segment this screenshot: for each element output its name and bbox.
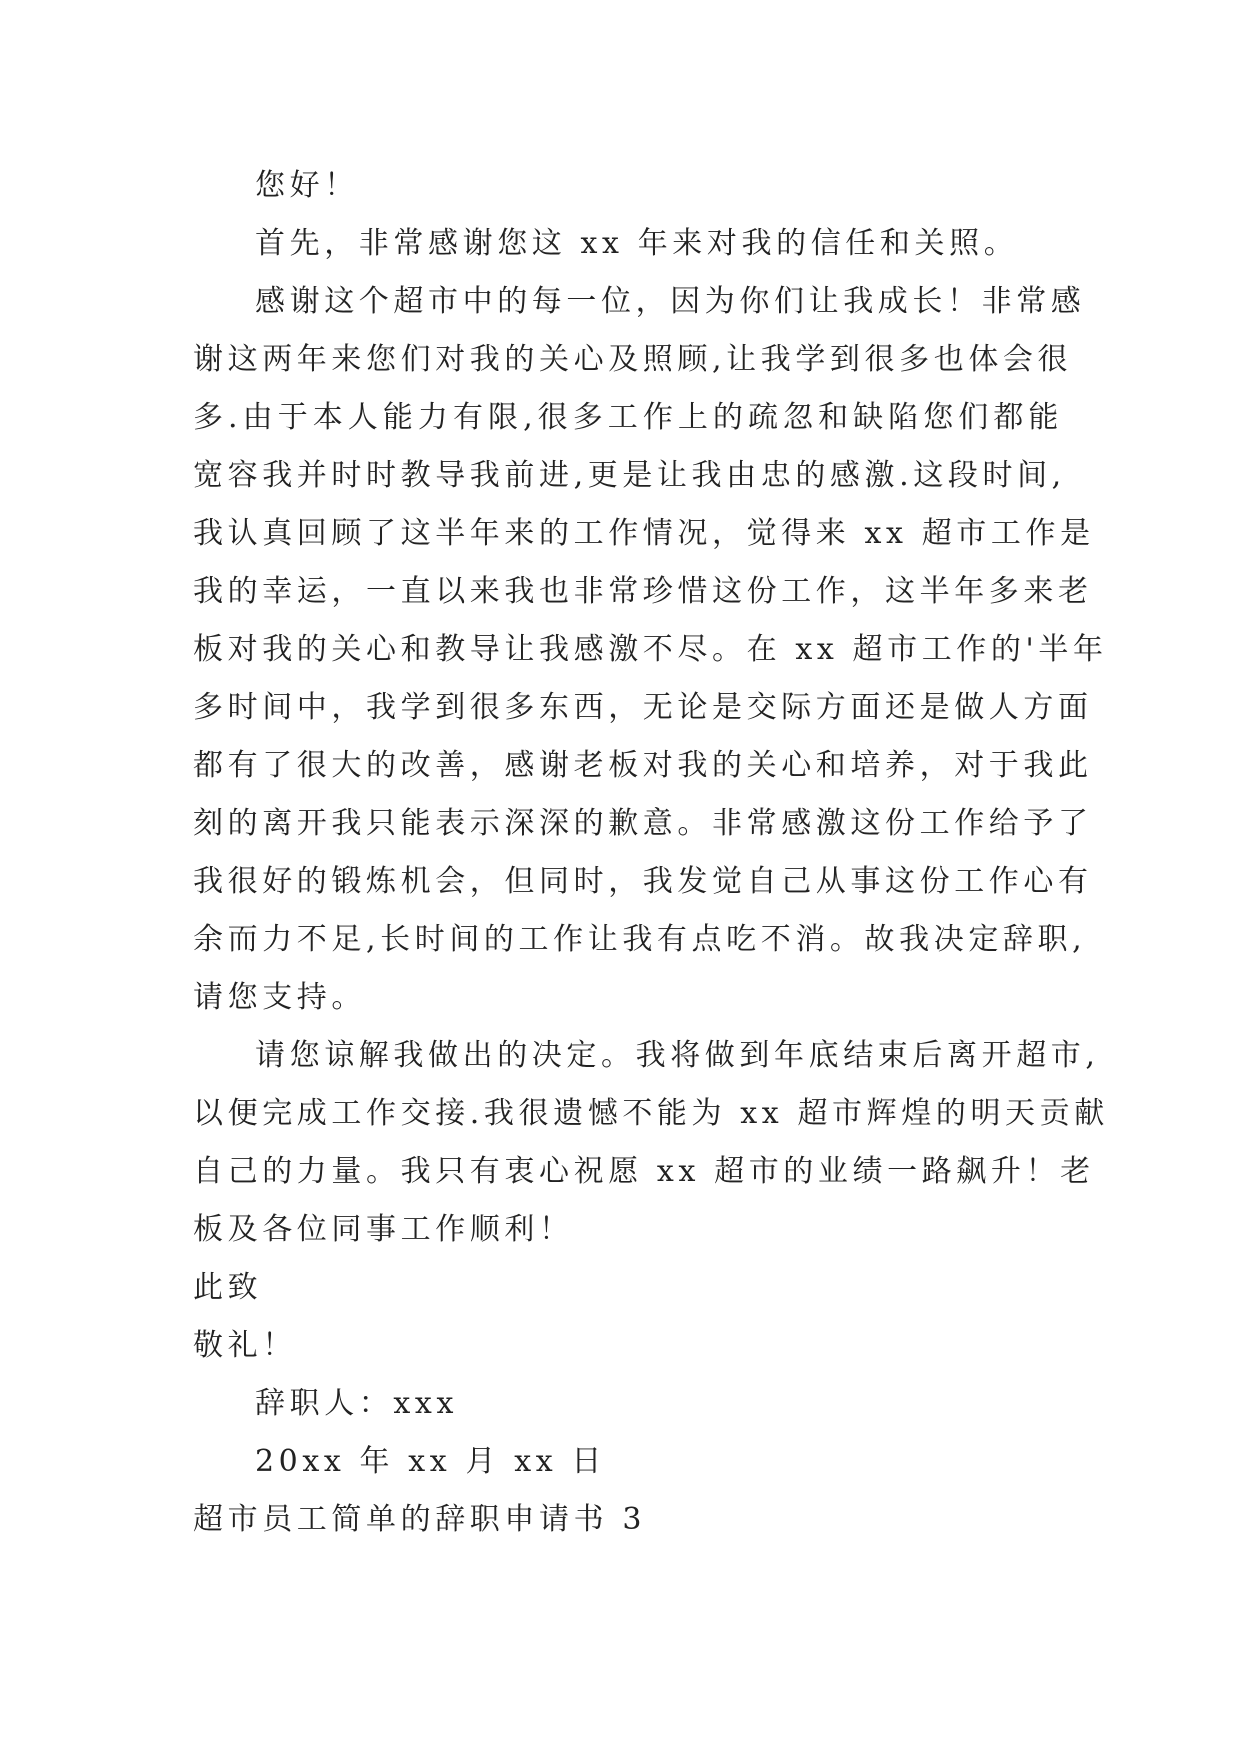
next-section-heading: 超市员工简单的辞职申请书 3 [193, 1502, 647, 1537]
paragraph1-line: 都有了很大的改善，感谢老板对我的关心和培养，对于我此 [193, 748, 1093, 783]
greeting: 您好！ [255, 168, 359, 203]
paragraph1-line: 板对我的关心和教导让我感激不尽。在 xx 超市工作的'半年 [193, 632, 1108, 667]
paragraph1-line: 谢这两年来您们对我的关心及照顾,让我学到很多也体会很 [193, 342, 1073, 377]
paragraph1-line: 多时间中，我学到很多东西，无论是交际方面还是做人方面 [193, 690, 1093, 725]
letter-body [193, 157, 1109, 1549]
paragraph1-line: 刻的离开我只能表示深深的歉意。非常感激这份工作给予了 [193, 806, 1093, 841]
paragraph1-line: 我很好的锻炼机会，但同时，我发觉自己从事这份工作心有 [193, 864, 1093, 899]
paragraph1-line: 请您支持。 [193, 980, 366, 1015]
paragraph2-line: 板及各位同事工作顺利！ [193, 1212, 574, 1247]
date: 20xx 年 xx 月 xx 日 [255, 1444, 606, 1479]
thanks-line: 首先，非常感谢您这 xx 年来对我的信任和关照。 [255, 226, 1019, 261]
paragraph2-line: 自己的力量。我只有衷心祝愿 xx 超市的业绩一路飙升！老 [193, 1154, 1095, 1189]
paragraph2-line: 以便完成工作交接.我很遗憾不能为 xx 超市辉煌的明天贡献 [193, 1096, 1109, 1131]
paragraph1-line: 我的幸运，一直以来我也非常珍惜这份工作，这半年多来老 [193, 574, 1093, 609]
paragraph1-line: 多.由于本人能力有限,很多工作上的疏忽和缺陷您们都能 [193, 400, 1063, 435]
signer: 辞职人：xxx [255, 1386, 458, 1421]
paragraph1-line: 感谢这个超市中的每一位，因为你们让我成长！非常感 [255, 284, 1086, 319]
paragraph1-line: 宽容我并时时教导我前进,更是让我由忠的感激.这段时间, [193, 458, 1066, 493]
paragraph2-line: 请您谅解我做出的决定。我将做到年底结束后离开超市, [255, 1038, 1100, 1073]
closing-respect: 敬礼！ [193, 1328, 297, 1363]
paragraph1-line: 我认真回顾了这半年来的工作情况，觉得来 xx 超市工作是 [193, 516, 1095, 551]
paragraph1-line: 余而力不足,长时间的工作让我有点吃不消。故我决定辞职, [193, 922, 1087, 957]
closing-salutation: 此致 [193, 1270, 263, 1305]
